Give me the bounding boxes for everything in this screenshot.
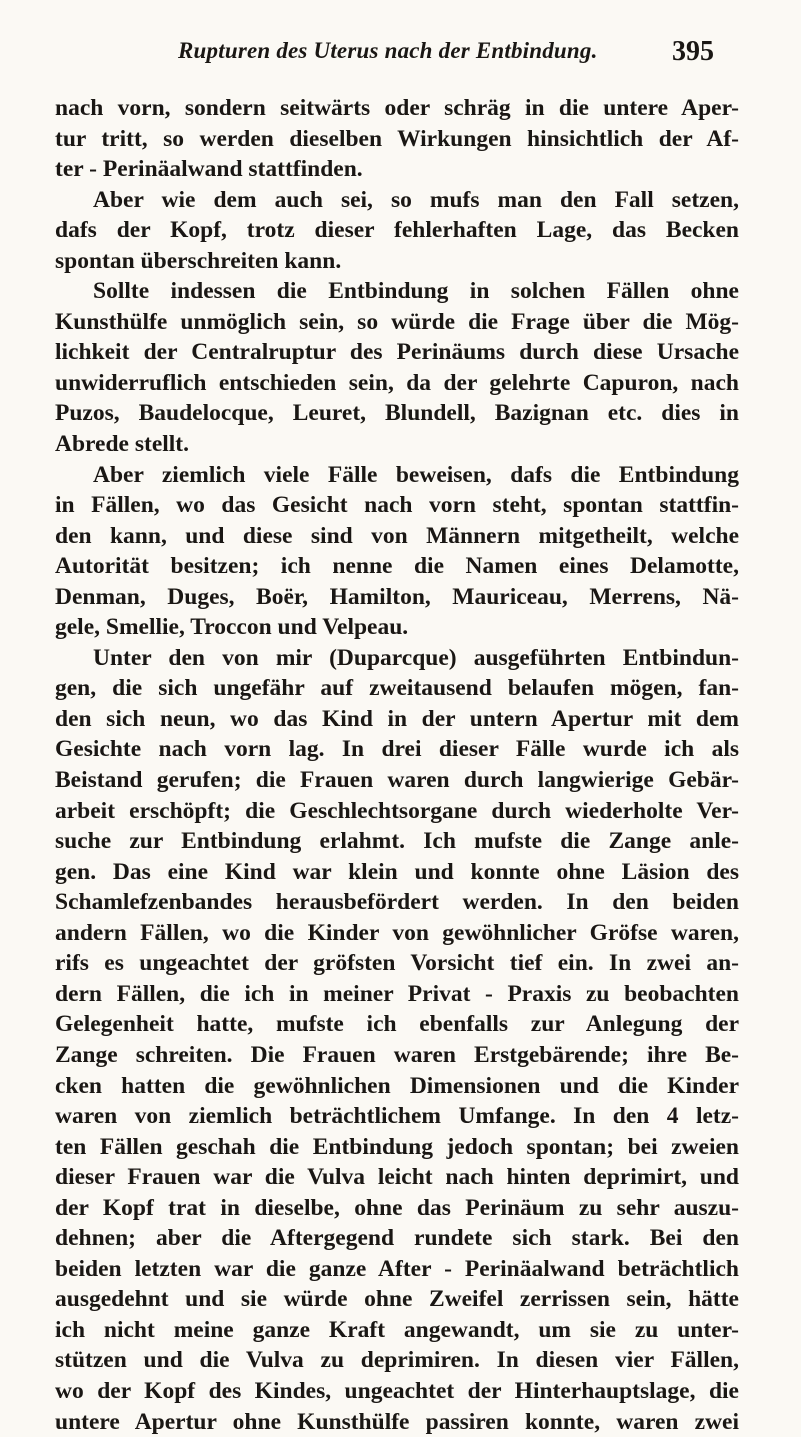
- text-line: den kann, und diese sind von Männern mitgetheilt, welche: [55, 522, 739, 549]
- text-line: andern Fällen, wo die Kinder von gewöhnlicher Gröfse waren,: [55, 919, 739, 946]
- text-line: den sich neun, wo das Kind in der untern Apertur mit dem: [55, 705, 739, 732]
- text-line: Aber ziemlich viele Fälle beweisen, dafs die Entbindung: [93, 461, 739, 488]
- text-line: Zange schreiten. Die Frauen waren Erstgebärende; ihre Be-: [55, 1041, 739, 1068]
- text-line: nach vorn, sondern seitwärts oder schräg in die untere Aper-: [55, 95, 739, 121]
- text-line: wo der Kopf des Kindes, ungeachtet der Hinterhauptslage, die: [55, 1377, 739, 1404]
- text-line: ausgedehnt und sie würde ohne Zweifel zerrissen sein, hätte: [55, 1286, 739, 1313]
- text-line: ten Fällen geschah die Entbindung jedoch spontan; bei zweien: [55, 1133, 739, 1160]
- text-line: lichkeit der Centralruptur des Perinäums durch diese Ursache: [55, 339, 739, 366]
- text-line: dehnen; aber die Aftergegend rundete sich stark. Bei den: [55, 1225, 739, 1252]
- text-line: suche zur Entbindung erlahmt. Ich mufste die Zange anle-: [55, 828, 739, 855]
- text-line: unwiderruflich entschieden sein, da der gelehrte Capuron, nach: [55, 369, 739, 396]
- text-line: dern Fällen, die ich in meiner Privat - Praxis zu beobachten: [55, 980, 739, 1007]
- text-line: ich nicht meine ganze Kraft angewandt, um sie zu unter-: [55, 1316, 739, 1343]
- text-line: gen. Das eine Kind war klein und konnte ohne Läsion des: [55, 858, 739, 885]
- text-line: Beistand gerufen; die Frauen waren durch langwierige Gebär-: [55, 767, 739, 794]
- page-number: 395: [672, 36, 714, 67]
- text-line: Autorität besitzen; ich nenne die Namen eines Delamotte,: [55, 553, 739, 580]
- text-line: tur tritt, so werden dieselben Wirkungen hinsichtlich der Af-: [55, 125, 739, 152]
- text-line: Puzos, Baudelocque, Leuret, Blundell, Bazignan etc. dies in: [55, 400, 739, 427]
- text-line: waren von ziemlich beträchtlichem Umfange. In den 4 letz-: [55, 1103, 739, 1130]
- text-line: cken hatten die gewöhnlichen Dimensionen und die Kinder: [55, 1072, 739, 1099]
- text-line: Schamlefzenbandes herausbefördert werden. In den beiden: [55, 889, 739, 916]
- page-header: [0, 36, 801, 76]
- text-line: Kunsthülfe unmöglich sein, so würde die Frage über die Mög-: [55, 308, 739, 335]
- text-line: Denman, Duges, Boër, Hamilton, Mauriceau, Merrens, Nä-: [55, 583, 739, 610]
- text-line: stützen und die Vulva zu deprimiren. In diesen vier Fällen,: [55, 1347, 739, 1374]
- text-line: in Fällen, wo das Gesicht nach vorn steht, spontan stattfin-: [55, 492, 739, 519]
- text-line: ter - Perinäalwand stattfinden.: [55, 156, 363, 183]
- text-line: spontan überschreiten kann.: [55, 247, 342, 274]
- text-line: dafs der Kopf, trotz dieser fehlerhaften Lage, das Becken: [55, 217, 739, 244]
- text-line: gele, Smellie, Troccon und Velpeau.: [55, 614, 409, 641]
- text-line: Gesichte nach vorn lag. In drei dieser Fälle wurde ich als: [55, 736, 739, 763]
- text-line: beiden letzten war die ganze After - Perinäalwand beträchtlich: [55, 1255, 739, 1282]
- text-line: Sollte indessen die Entbindung in solchen Fällen ohne: [93, 278, 739, 305]
- text-line: dieser Frauen war die Vulva leicht nach hinten deprimirt, und: [55, 1164, 739, 1191]
- text-line: rifs es ungeachtet der gröfsten Vorsicht tief ein. In zwei an-: [55, 950, 739, 977]
- text-line: der Kopf trat in dieselbe, ohne das Perinäum zu sehr auszu-: [55, 1194, 739, 1221]
- running-title: Rupturen des Uterus nach der Entbindung.: [178, 38, 598, 63]
- text-line: Gelegenheit hatte, mufste ich ebenfalls zur Anlegung der: [55, 1011, 739, 1038]
- text-line: untere Apertur ohne Kunsthülfe passiren konnte, waren zwei: [55, 1408, 739, 1435]
- text-line: Aber wie dem auch sei, so mufs man den Fall setzen,: [93, 186, 739, 213]
- body-text: [55, 93, 739, 1437]
- text-line: Unter den von mir (Duparcque) ausgeführten Entbindun-: [93, 644, 739, 671]
- text-line: gen, die sich ungefähr auf zweitausend belaufen mögen, fan-: [55, 675, 739, 702]
- text-line: Abrede stellt.: [55, 431, 190, 458]
- text-line: arbeit erschöpft; die Geschlechtsorgane durch wiederholte Ver-: [55, 797, 739, 824]
